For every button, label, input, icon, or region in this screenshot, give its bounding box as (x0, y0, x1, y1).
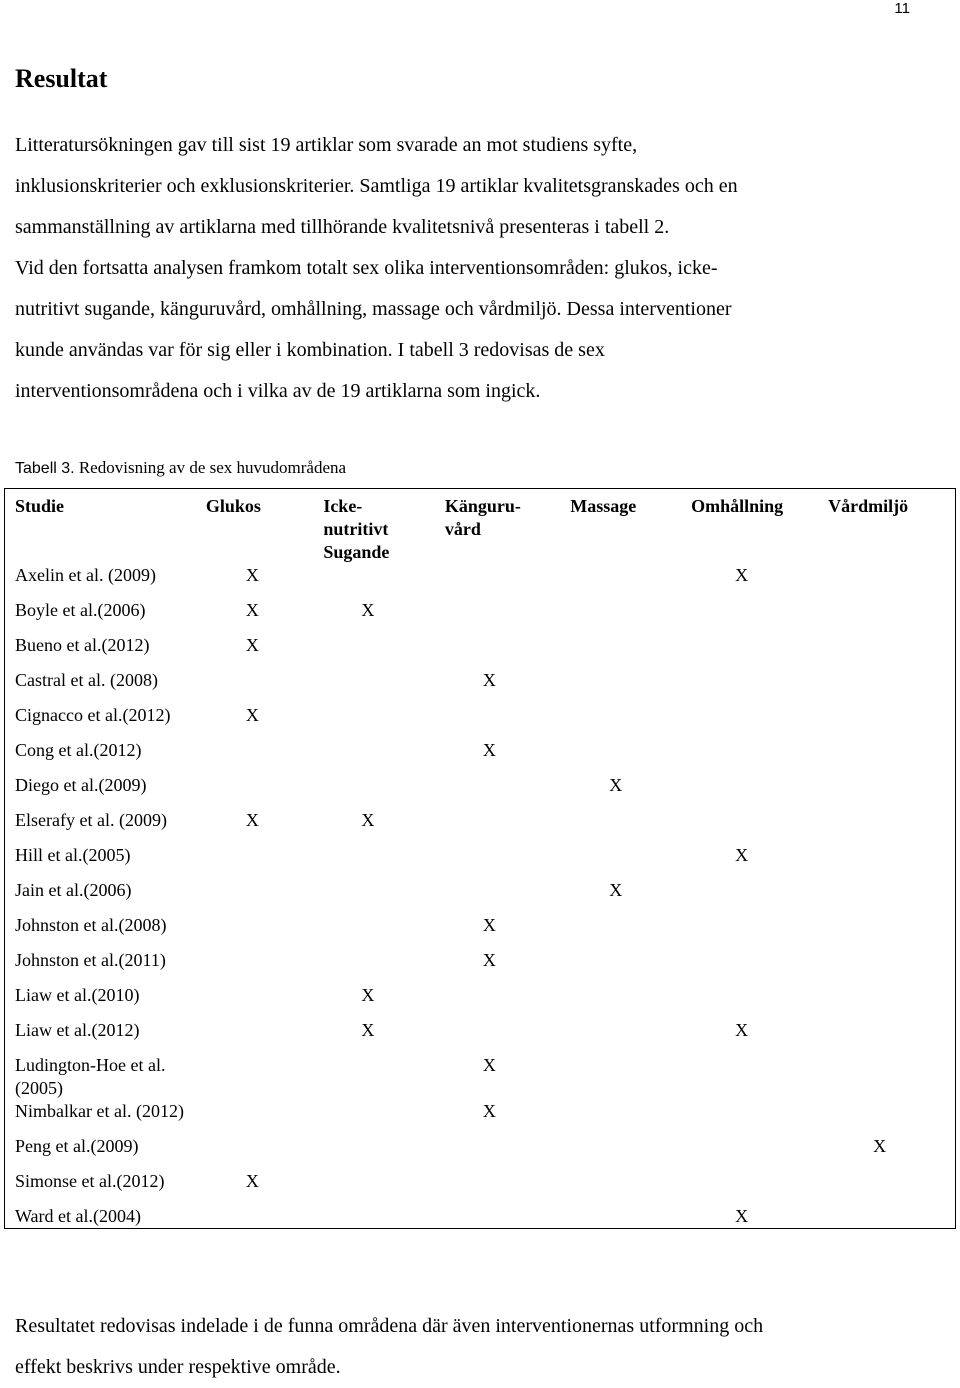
study-cell: Bueno et al.(2012) (15, 635, 150, 655)
mark-cell (828, 599, 955, 634)
mark-cell (323, 879, 445, 914)
mark-cell (828, 914, 955, 949)
table-row (5, 1170, 955, 1205)
mark-cell: X (482, 1101, 496, 1121)
study-cell: Simonse et al.(2012) (15, 1171, 165, 1191)
table-row (5, 1019, 955, 1054)
mark-cell: X (482, 950, 496, 970)
study-cell: Johnston et al.(2011) (15, 950, 166, 970)
mark-cell (323, 949, 445, 984)
mark-cell (206, 1205, 323, 1240)
mark-cell (323, 1054, 445, 1100)
mark-cell (570, 704, 691, 739)
column-header: Icke- nutritivt Sugande (323, 496, 390, 562)
column-header: Studie (15, 496, 65, 516)
mark-cell (445, 564, 570, 599)
mark-cell (570, 634, 691, 669)
table-row (5, 1135, 955, 1170)
mark-cell (323, 739, 445, 774)
mark-cell (828, 739, 955, 774)
mark-cell (323, 1135, 445, 1170)
mark-cell (445, 599, 570, 634)
mark-cell (570, 844, 691, 879)
mark-cell (323, 1205, 445, 1240)
mark-cell (206, 1054, 323, 1100)
paragraph-line: interventionsområdena och i vilka av de 19 artiklarna som ingick. (15, 380, 541, 402)
study-cell: Boyle et al.(2006) (15, 600, 146, 620)
mark-cell: X (361, 1020, 375, 1040)
mark-cell (691, 879, 828, 914)
study-cell: Liaw et al.(2012) (15, 1020, 140, 1040)
study-cell: Nimbalkar et al. (2012) (15, 1101, 184, 1121)
table-row (5, 844, 955, 879)
mark-cell (570, 1054, 691, 1100)
closing-paragraph (15, 1306, 945, 1388)
mark-cell (691, 949, 828, 984)
table-row (5, 984, 955, 1019)
mark-cell (206, 984, 323, 1019)
mark-cell: X (609, 880, 623, 900)
mark-cell: X (245, 635, 259, 655)
column-header: Vårdmiljö (828, 496, 909, 516)
mark-cell: X (245, 1171, 259, 1191)
mark-cell (828, 669, 955, 704)
mark-cell (570, 1170, 691, 1205)
table-header-row (5, 495, 955, 564)
study-cell: Hill et al.(2005) (15, 845, 131, 865)
mark-cell: X (735, 1020, 749, 1040)
table-row (5, 949, 955, 984)
mark-cell: X (245, 565, 259, 585)
study-cell: Peng et al.(2009) (15, 1136, 139, 1156)
mark-cell (445, 1019, 570, 1054)
mark-cell (828, 844, 955, 879)
mark-cell (206, 1019, 323, 1054)
table-row (5, 634, 955, 669)
mark-cell (828, 879, 955, 914)
table-caption (15, 458, 346, 478)
column-header: Glukos (205, 496, 261, 516)
table-row (5, 1054, 955, 1100)
mark-cell: X (482, 915, 496, 935)
mark-cell (323, 704, 445, 739)
mark-cell: X (245, 705, 259, 725)
results-table (5, 495, 955, 1240)
mark-cell (570, 739, 691, 774)
column-header: Omhållning (691, 496, 784, 516)
mark-cell: X (361, 985, 375, 1005)
mark-cell (570, 1135, 691, 1170)
mark-cell (691, 1170, 828, 1205)
mark-cell (691, 634, 828, 669)
paragraph-line: Resultatet redovisas indelade i de funna områdena där även interventionernas utformning och (15, 1315, 764, 1337)
study-cell: Cignacco et al.(2012) (15, 705, 171, 725)
mark-cell (828, 1170, 955, 1205)
mark-cell: X (873, 1136, 887, 1156)
mark-cell (206, 879, 323, 914)
study-cell: Diego et al.(2009) (15, 775, 147, 795)
mark-cell (445, 984, 570, 1019)
mark-cell: X (482, 670, 496, 690)
mark-cell (828, 1205, 955, 1240)
caption-label: Tabell 3. (15, 460, 75, 477)
mark-cell (828, 564, 955, 599)
table-row (5, 1100, 955, 1135)
table-row (5, 914, 955, 949)
mark-cell (691, 1100, 828, 1135)
paragraph-line: effekt beskrivs under respektive område. (15, 1356, 341, 1378)
mark-cell: X (361, 600, 375, 620)
mark-cell (570, 599, 691, 634)
mark-cell (828, 634, 955, 669)
mark-cell (445, 704, 570, 739)
table-row (5, 774, 955, 809)
mark-cell: X (482, 1055, 496, 1075)
study-cell: Ludington-Hoe et al. (2005) (15, 1055, 166, 1098)
mark-cell (445, 774, 570, 809)
mark-cell (828, 1100, 955, 1135)
paragraph-line: Litteratursökningen gav till sist 19 artiklar som svarade an mot studiens syfte, (15, 134, 638, 156)
mark-cell (570, 949, 691, 984)
table-row (5, 879, 955, 914)
mark-cell: X (609, 775, 623, 795)
mark-cell: X (735, 845, 749, 865)
mark-cell (828, 774, 955, 809)
page-number: 11 (894, 0, 910, 17)
paragraph-line: inklusionskriterier och exklusionskriterier. Samtliga 19 artiklar kvalitetsgranskades och en (15, 175, 738, 197)
mark-cell (323, 774, 445, 809)
mark-cell (206, 914, 323, 949)
mark-cell (445, 1135, 570, 1170)
mark-cell (691, 914, 828, 949)
mark-cell (570, 564, 691, 599)
mark-cell (828, 949, 955, 984)
mark-cell (323, 564, 445, 599)
study-cell: Axelin et al. (2009) (15, 565, 156, 585)
mark-cell (691, 599, 828, 634)
study-cell: Johnston et al.(2008) (15, 915, 167, 935)
table-row (5, 599, 955, 634)
mark-cell: X (735, 1206, 749, 1226)
study-cell: Cong et al.(2012) (15, 740, 142, 760)
mark-cell (691, 809, 828, 844)
mark-cell: X (482, 740, 496, 760)
study-cell: Liaw et al.(2010) (15, 985, 140, 1005)
paragraph-line: sammanställning av artiklarna med tillhörande kvalitetsnivå presenteras i tabell 2. (15, 216, 670, 238)
mark-cell (206, 949, 323, 984)
mark-cell (691, 1054, 828, 1100)
mark-cell (445, 809, 570, 844)
mark-cell (323, 844, 445, 879)
mark-cell (445, 1170, 570, 1205)
mark-cell (828, 809, 955, 844)
table-row (5, 669, 955, 704)
mark-cell: X (245, 810, 259, 830)
mark-cell (445, 1205, 570, 1240)
mark-cell (445, 634, 570, 669)
mark-cell (570, 914, 691, 949)
mark-cell (206, 1135, 323, 1170)
mark-cell (691, 669, 828, 704)
intro-paragraph (15, 125, 945, 412)
mark-cell (570, 1205, 691, 1240)
mark-cell (206, 1100, 323, 1135)
study-cell: Castral et al. (2008) (15, 670, 158, 690)
mark-cell (691, 984, 828, 1019)
mark-cell (828, 1054, 955, 1100)
mark-cell (570, 669, 691, 704)
column-header: Känguru- vård (444, 496, 521, 539)
mark-cell (570, 809, 691, 844)
mark-cell (691, 1135, 828, 1170)
caption-text: Redovisning av de sex huvudområdena (74, 458, 347, 477)
study-cell: Elserafy et al. (2009) (15, 810, 167, 830)
mark-cell (828, 704, 955, 739)
table-row (5, 739, 955, 774)
mark-cell (570, 984, 691, 1019)
study-cell: Jain et al.(2006) (15, 880, 132, 900)
mark-cell: X (361, 810, 375, 830)
paragraph-line: kunde användas var för sig eller i kombination. I tabell 3 redovisas de sex (15, 339, 605, 361)
paragraph-line: Vid den fortsatta analysen framkom totalt sex olika interventionsområden: glukos, icke- (15, 257, 718, 279)
table-frame (4, 488, 956, 1229)
mark-cell (206, 844, 323, 879)
mark-cell: X (735, 565, 749, 585)
study-cell: Ward et al.(2004) (15, 1206, 141, 1226)
page-heading: Resultat (15, 64, 108, 93)
mark-cell (323, 669, 445, 704)
table-row (5, 704, 955, 739)
paragraph-line: nutritivt sugande, känguruvård, omhållning, massage och vårdmiljö. Dessa interventioner (15, 298, 732, 320)
mark-cell (828, 1019, 955, 1054)
mark-cell (206, 669, 323, 704)
mark-cell (206, 774, 323, 809)
mark-cell (691, 774, 828, 809)
mark-cell (206, 739, 323, 774)
table-row (5, 1205, 955, 1240)
mark-cell (323, 634, 445, 669)
mark-cell (323, 1100, 445, 1135)
table-row (5, 809, 955, 844)
mark-cell: X (245, 600, 259, 620)
mark-cell (323, 914, 445, 949)
mark-cell (691, 704, 828, 739)
mark-cell (691, 739, 828, 774)
mark-cell (445, 879, 570, 914)
mark-cell (323, 1170, 445, 1205)
column-header: Massage (570, 496, 637, 516)
mark-cell (828, 984, 955, 1019)
mark-cell (570, 1019, 691, 1054)
table-row (5, 564, 955, 599)
table-body (5, 564, 955, 1240)
mark-cell (445, 844, 570, 879)
mark-cell (570, 1100, 691, 1135)
